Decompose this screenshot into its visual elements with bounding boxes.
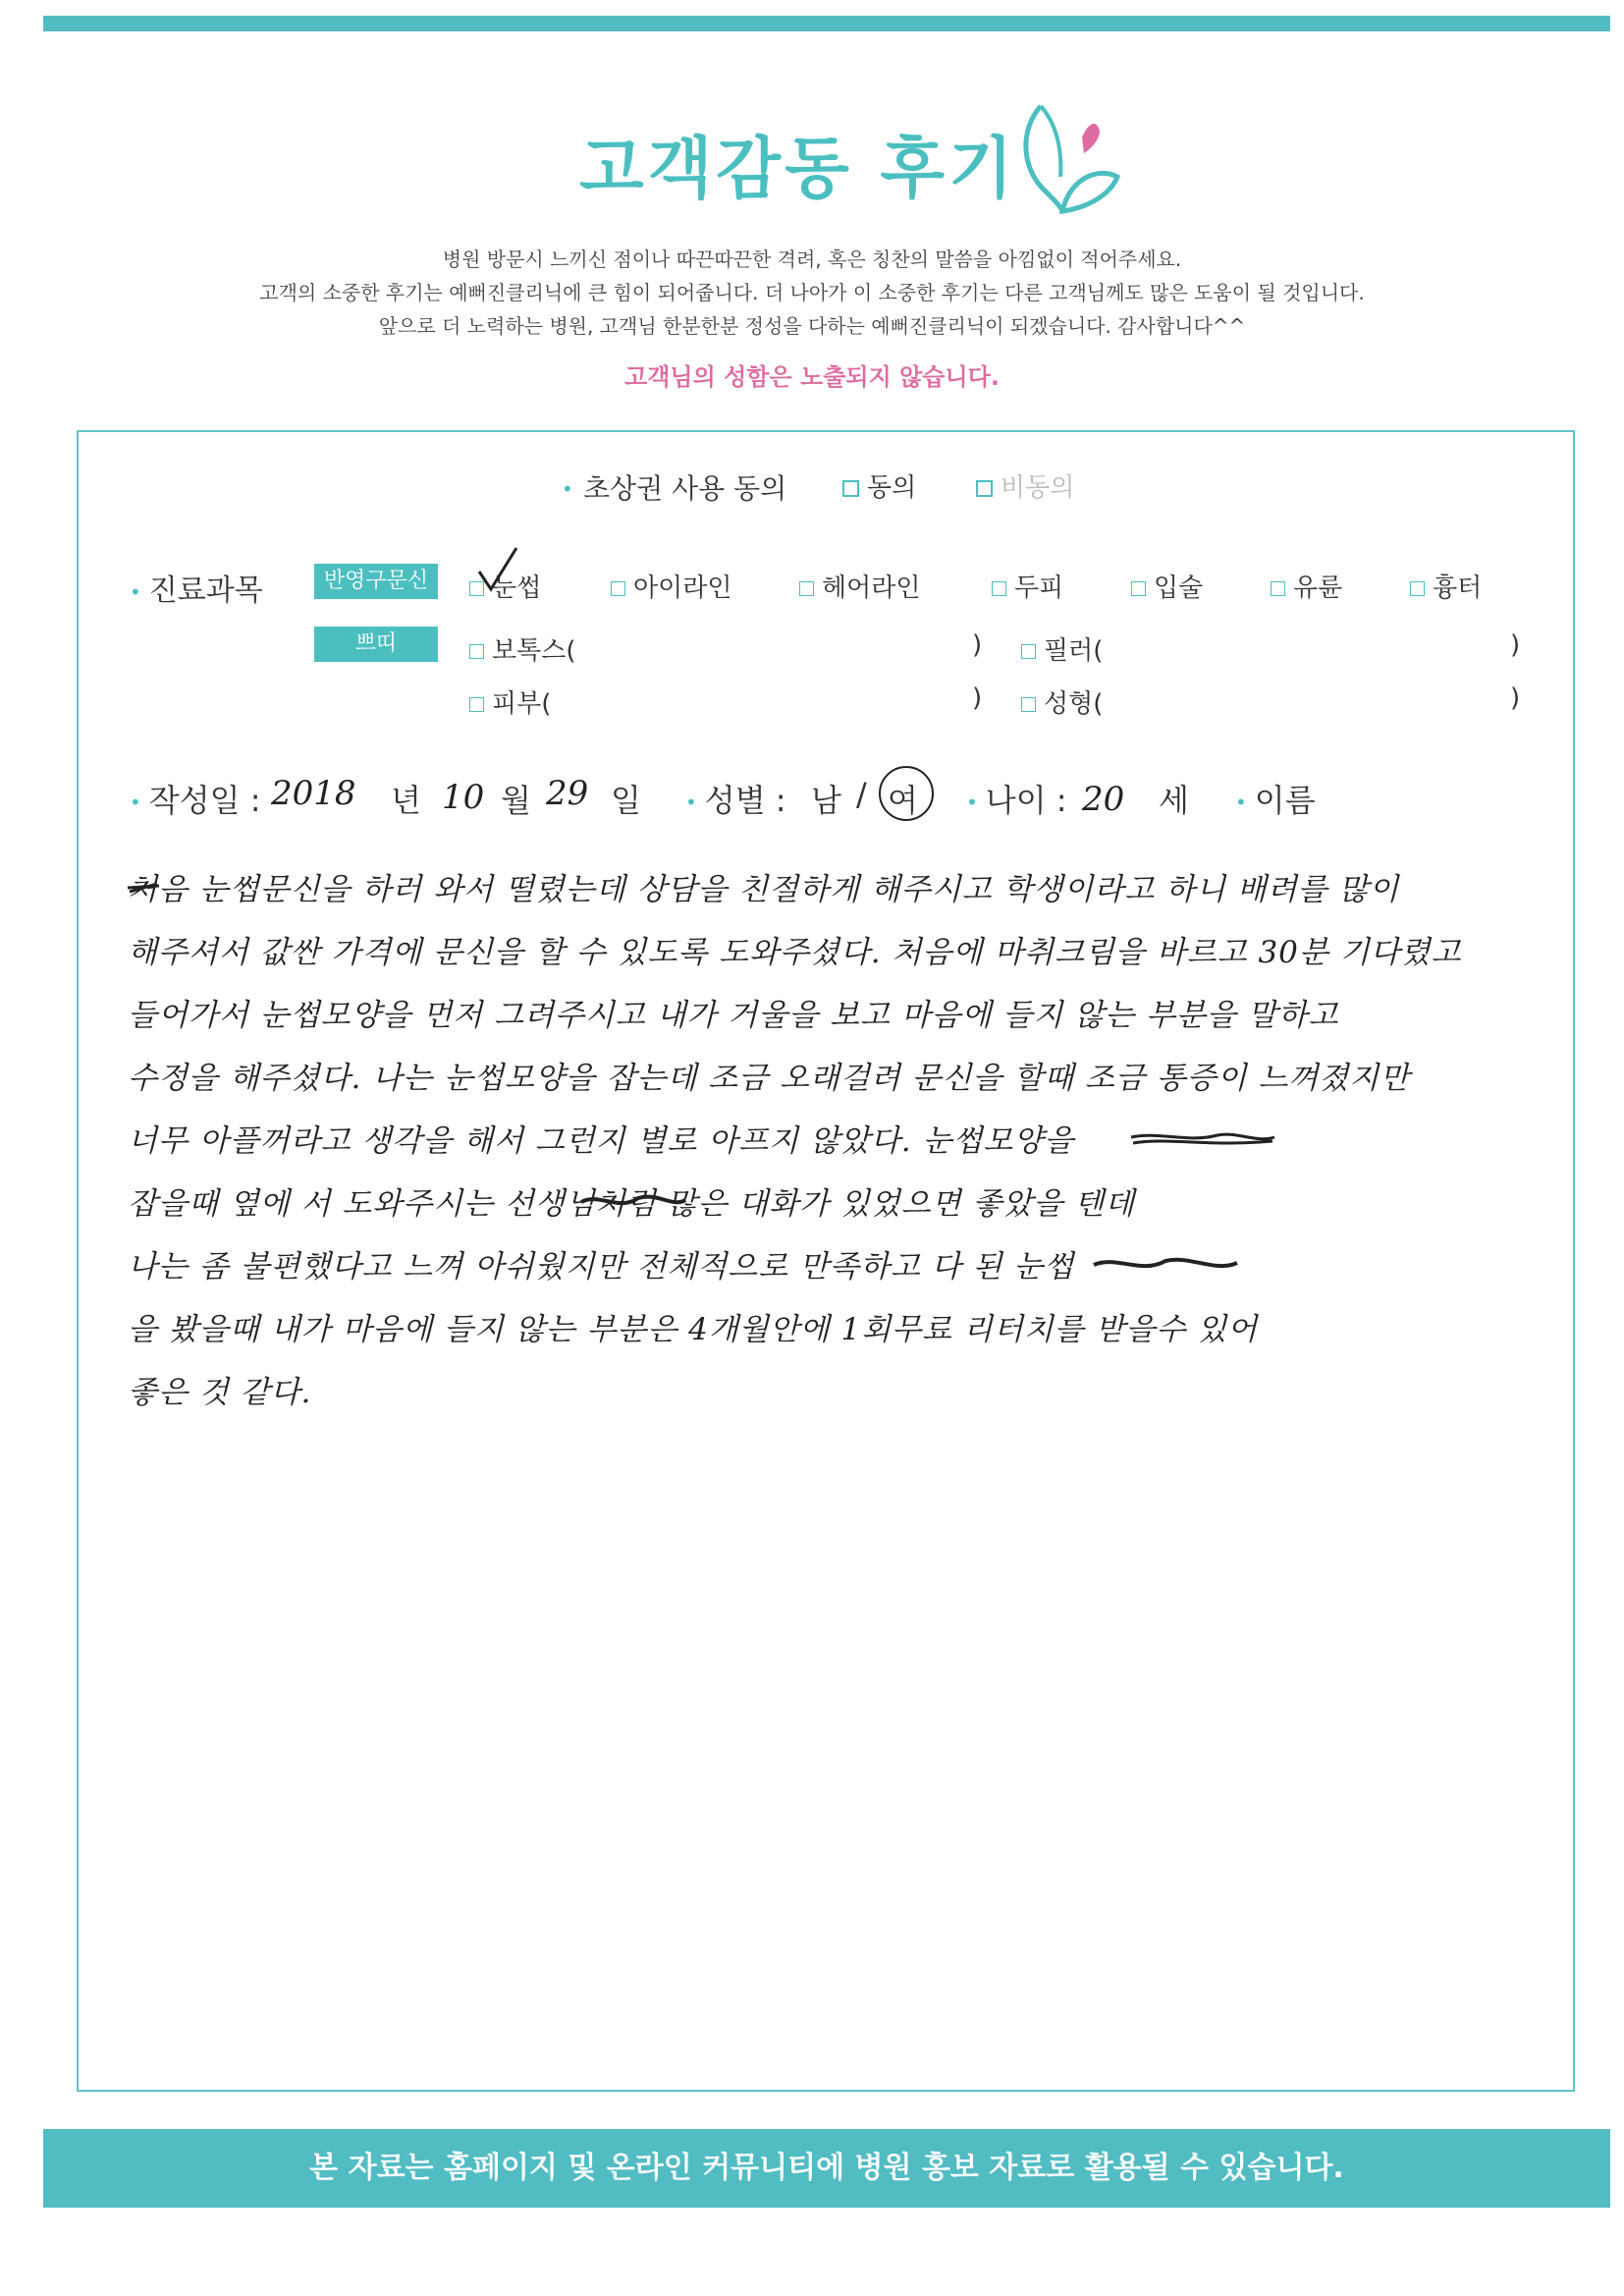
checkbox-icon xyxy=(976,480,993,497)
option-label: 보톡스( xyxy=(492,636,576,666)
option-label: 성형( xyxy=(1044,689,1104,719)
bullet-icon: • xyxy=(685,791,697,814)
review-line: 처음 눈썹문신을 하러 와서 떨렸는데 상담을 친절하게 해주시고 학생이라고 하니 배려를 많이 xyxy=(128,872,1400,907)
age-label xyxy=(966,776,1067,821)
meta-row xyxy=(0,776,1624,825)
review-line: 나는 좀 불편했다고 느껴 아쉬웠지만 전체적으로 만족하고 다 된 눈썹 xyxy=(128,1249,1075,1285)
option-label: 아이라인 xyxy=(633,574,732,603)
scribble-mark xyxy=(579,1192,687,1212)
checkmark-icon xyxy=(475,546,520,595)
option-plastic-surgery[interactable] xyxy=(1021,683,1103,720)
department-label xyxy=(130,566,263,609)
option-label: 헤어라인 xyxy=(822,574,921,603)
checkbox-icon xyxy=(1410,581,1425,596)
day-value: 29 xyxy=(546,774,589,813)
intro-line: 병원 방문시 느끼신 점이나 따끈따끈한 격려, 혹은 칭찬의 말씀을 아낌없이 적어주세요. xyxy=(442,247,1182,271)
page-title: 고객감동 후기 xyxy=(579,131,1017,208)
checkbox-icon xyxy=(992,581,1006,596)
option-scar[interactable] xyxy=(1410,568,1482,604)
close-paren: ) xyxy=(1510,630,1521,660)
review-line: 들어가서 눈썹모양을 먼저 그려주시고 내가 거울을 보고 마음에 들지 않는 부분을 말하고 xyxy=(128,998,1339,1033)
semi-permanent-badge: 반영구문신 xyxy=(314,564,438,599)
year-value: 2018 xyxy=(271,774,356,813)
checkbox-icon xyxy=(1131,581,1146,596)
privacy-note: 고객님의 성함은 노출되지 않습니다. xyxy=(624,363,1000,391)
intro-line: 고객의 소중한 후기는 예뻐진클리닉에 큰 힘이 되어줍니다. 더 나아가 이 소중한 후기는 다른 고객님께도 많은 도움이 될 것입니다. xyxy=(259,281,1365,304)
scribble-mark xyxy=(126,878,161,898)
checkbox-icon xyxy=(469,644,484,659)
review-line: 해주셔서 값싼 가격에 문신을 할 수 있도록 도와주셨다. 처음에 마취크림을 바르고 30분 기다렸고 xyxy=(128,935,1462,970)
option-label: 흉터 xyxy=(1433,574,1483,603)
footer-text: 본 자료는 홈페이지 및 온라인 커뮤니티에 병원 홍보 자료로 활용될 수 있습니다. xyxy=(309,2151,1344,2185)
portrait-consent xyxy=(0,467,1624,507)
checkbox-icon xyxy=(1271,581,1285,596)
option-label: 유륜 xyxy=(1293,574,1343,603)
option-label: 피부( xyxy=(492,689,552,719)
bullet-icon: • xyxy=(130,579,141,604)
checkbox-icon xyxy=(611,581,625,596)
review-line: 수정을 해주셨다. 나는 눈썹모양을 잡는데 조금 오래걸려 문신을 할때 조금 통증이 느껴졌지만 xyxy=(128,1061,1411,1096)
consent-label: 초상권 사용 동의 xyxy=(583,472,787,505)
butterfly-icon xyxy=(1001,98,1129,216)
day-unit: 일 xyxy=(611,782,641,819)
gender-female: 여 xyxy=(888,782,918,819)
close-paren: ) xyxy=(972,683,983,713)
close-paren: ) xyxy=(1510,683,1521,713)
gender-label-text: 성별 : xyxy=(704,782,786,819)
option-scalp[interactable] xyxy=(992,568,1063,604)
bullet-icon: • xyxy=(1235,791,1247,814)
petit-badge: 쁘띠 xyxy=(314,627,438,662)
gender-male: 남 xyxy=(811,782,841,819)
year-unit: 년 xyxy=(391,782,421,819)
option-areola[interactable] xyxy=(1271,568,1342,604)
option-filler[interactable] xyxy=(1021,630,1103,667)
option-eyeliner[interactable] xyxy=(611,568,731,604)
option-hairline[interactable] xyxy=(799,568,920,604)
name-label-text: 이름 xyxy=(1254,782,1316,819)
month-value: 10 xyxy=(442,778,485,817)
option-lips[interactable] xyxy=(1131,568,1203,604)
intro-line: 앞으로 더 노력하는 병원, 고객님 한분한분 정성을 다하는 예뻐진클리닉이 되겠습니다. 감사합니다^^ xyxy=(378,314,1246,338)
checkbox-icon xyxy=(842,480,859,497)
age-label-text: 나이 : xyxy=(985,782,1067,819)
bullet-icon: • xyxy=(130,791,141,814)
review-line: 을 봤을때 내가 마음에 들지 않는 부분은 4개월안에 1회무료 리터치를 받을수 있어 xyxy=(128,1312,1259,1347)
scribble-mark xyxy=(1129,1129,1276,1149)
date-label-text: 작성일 : xyxy=(148,782,261,819)
option-skin[interactable] xyxy=(469,683,551,720)
checkbox-icon xyxy=(1021,644,1036,659)
name-label xyxy=(1235,776,1316,821)
gender-circle-mark xyxy=(879,766,934,821)
option-label: 필러( xyxy=(1044,636,1104,666)
checkbox-icon xyxy=(469,697,484,712)
consent-agree-label: 동의 xyxy=(867,473,917,503)
option-label: 입술 xyxy=(1154,574,1204,603)
option-label: 눈썹 xyxy=(492,574,542,603)
month-unit: 월 xyxy=(501,782,531,819)
review-line: 잡을때 옆에 서 도와주시는 선생님처럼 많은 대화가 있었으면 좋았을 텐데 xyxy=(128,1186,1136,1222)
age-unit: 세 xyxy=(1159,782,1189,819)
option-label: 두피 xyxy=(1014,574,1064,603)
option-botox[interactable] xyxy=(469,630,576,667)
gender-label xyxy=(685,776,786,821)
close-paren: ) xyxy=(972,630,983,660)
checkbox-icon xyxy=(1021,697,1036,712)
top-accent-bar xyxy=(43,16,1610,31)
consent-disagree-label: 비동의 xyxy=(1001,473,1075,503)
department-label-text: 진료과목 xyxy=(148,574,263,608)
checkbox-icon xyxy=(799,581,814,596)
gender-separator: / xyxy=(856,776,867,813)
scribble-mark xyxy=(1092,1255,1239,1275)
review-line: 좋은 것 같다. xyxy=(128,1375,312,1410)
bullet-icon: • xyxy=(966,791,978,814)
bullet-icon: • xyxy=(562,477,573,501)
header xyxy=(0,98,1624,216)
age-value: 20 xyxy=(1082,780,1125,819)
review-line: 너무 아플꺼라고 생각을 해서 그런지 별로 아프지 않았다. 눈썹모양을 xyxy=(128,1123,1075,1159)
consent-agree-checkbox[interactable] xyxy=(842,467,916,504)
date-label xyxy=(130,776,261,821)
consent-disagree-checkbox[interactable] xyxy=(976,467,1074,504)
footer-bar xyxy=(43,2129,1610,2208)
